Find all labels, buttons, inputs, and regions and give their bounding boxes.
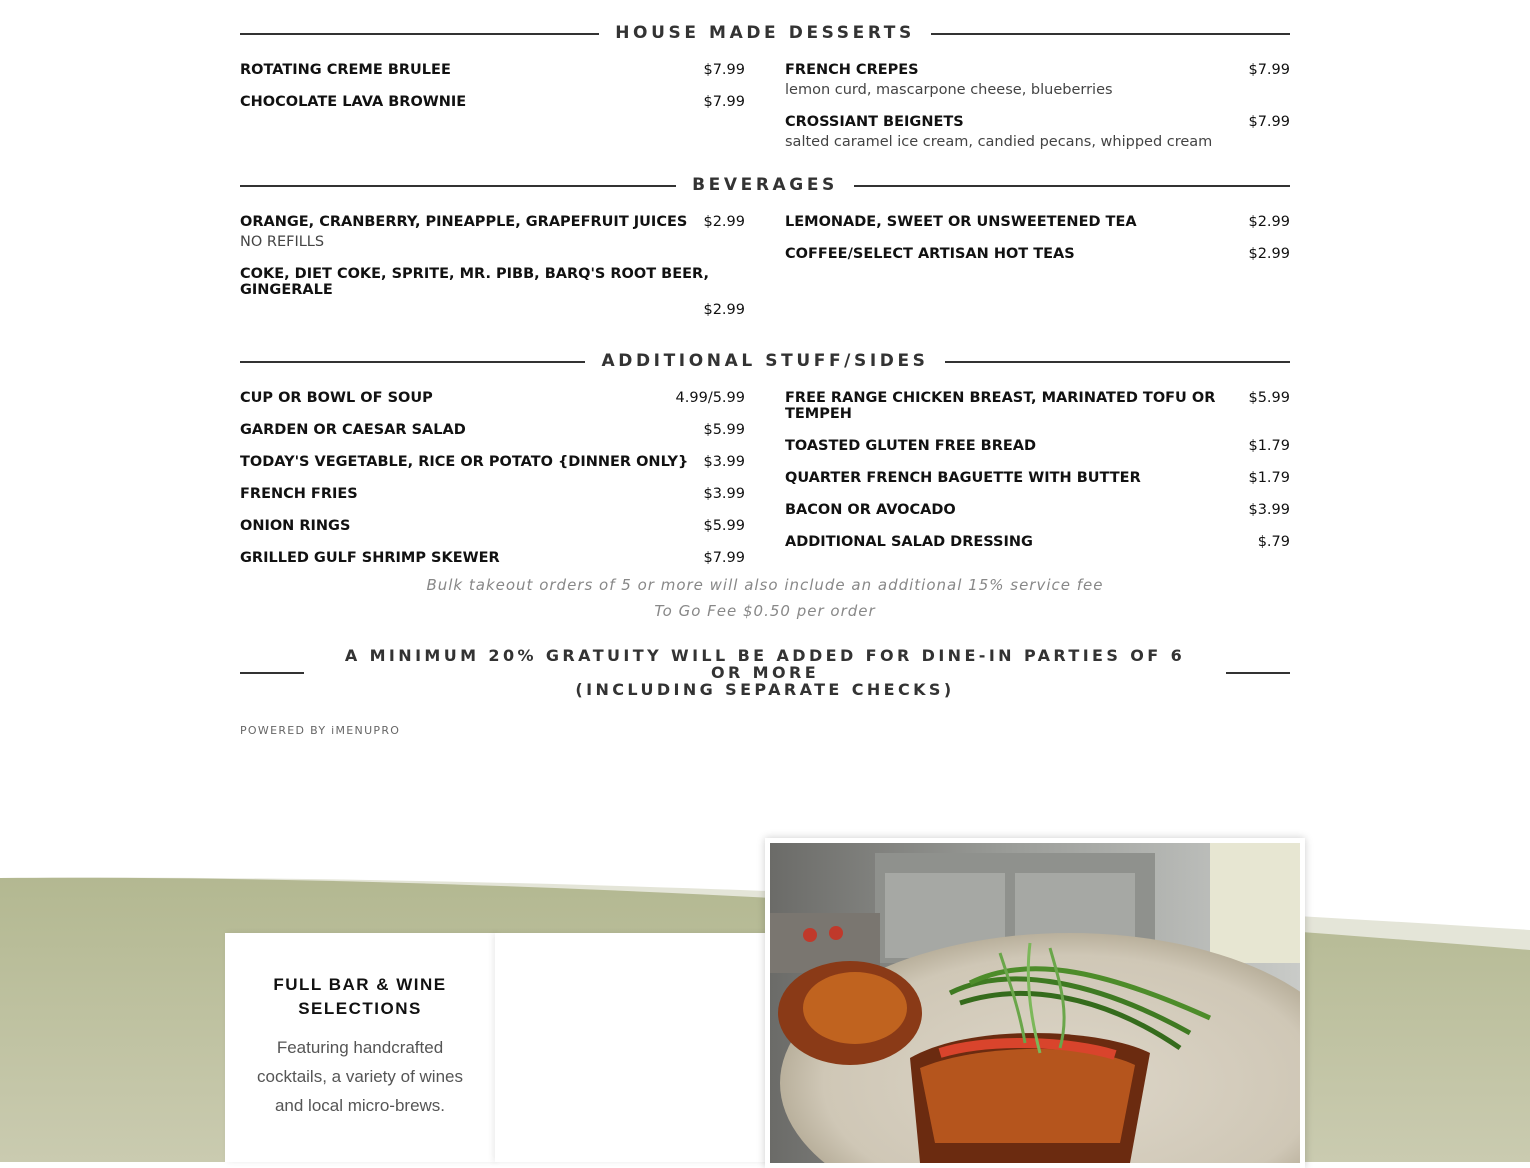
item-price: $5.99 [703,422,745,438]
item-price: $5.99 [1248,390,1290,406]
menu-item [240,266,745,318]
item-name: ADDITIONAL SALAD DRESSING [785,534,1033,550]
item-name: CROSSIANT BEIGNETS [785,114,964,130]
menu-column-left [240,62,745,166]
menu-item [785,246,1290,262]
menu-column-right [785,62,1290,166]
menu-item [785,214,1290,230]
food-photo [770,843,1300,1163]
menu-item [785,62,1290,98]
menu-item [240,94,745,110]
togo-fee-note: To Go Fee $0.50 per order [654,602,876,620]
gratuity-notice [240,645,1290,699]
food-photo-frame [765,838,1305,1168]
section-title: ADDITIONAL STUFF/SIDES [585,351,944,371]
feature-card-title: FULL BAR & WINE SELECTIONS [273,975,447,1018]
bulk-order-note: Bulk takeout orders of 5 or more will also include an additional 15% service fee [426,576,1104,594]
item-price: $7.99 [1248,114,1290,130]
item-name: ORANGE, CRANBERRY, PINEAPPLE, GRAPEFRUIT JUICES [240,214,688,230]
item-price: $2.99 [1248,246,1290,262]
section-header-sides [240,344,1290,378]
menu-column-left [240,390,745,572]
item-price: $3.99 [1248,502,1290,518]
item-name: COKE, DIET COKE, SPRITE, MR. PIBB, BARQ'S ROOT BEER, GINGERALE [240,266,709,298]
item-name: TOASTED GLUTEN FREE BREAD [785,438,1037,454]
menu-item [785,502,1290,518]
item-name: FRENCH CREPES [785,62,919,78]
menu-column-left [240,214,745,334]
item-name: GARDEN OR CAESAR SALAD [240,422,466,438]
item-price: $.79 [1257,534,1290,550]
menu-item [240,214,745,250]
powered-by-link[interactable] [240,724,1290,737]
section-items-beverages [240,214,1290,334]
powered-by-prefix: POWERED BY [240,724,327,737]
menu-item [240,486,745,502]
item-name: ONION RINGS [240,518,351,534]
menu-column-right [785,390,1290,572]
item-price: $7.99 [703,94,745,110]
item-name: QUARTER FRENCH BAGUETTE WITH BUTTER [785,470,1141,486]
feature-card-description: Featuring handcrafted cocktails, a variety of wines and local micro-brews. [257,1038,463,1115]
item-price: $7.99 [703,62,745,78]
gratuity-text [325,647,1205,698]
item-price: $2.99 [703,214,745,230]
item-price: $5.99 [703,518,745,534]
item-name: COFFEE/SELECT ARTISAN HOT TEAS [785,246,1075,262]
section-title: HOUSE MADE DESSERTS [599,23,931,43]
gratuity-line-1: A MINIMUM 20% GRATUITY WILL BE ADDED FOR DINE-IN PARTIES OF 6 OR MORE [344,645,1186,682]
menu-item [240,62,745,78]
item-price: $1.79 [1248,438,1290,454]
item-price: $3.99 [703,454,745,470]
menu-item [785,114,1290,150]
item-name: BACON OR AVOCADO [785,502,956,518]
section-header-desserts [240,16,1290,50]
item-name: CHOCOLATE LAVA BROWNIE [240,94,467,110]
item-price: $7.99 [1248,62,1290,78]
item-name: CUP OR BOWL OF SOUP [240,390,433,406]
item-name: ROTATING CREME BRULEE [240,62,451,78]
menu-container [240,0,1290,737]
item-description: lemon curd, mascarpone cheese, blueberries [785,82,1113,98]
menu-column-right [785,214,1290,334]
feature-card-empty [495,933,785,1162]
item-name: TODAY'S VEGETABLE, RICE OR POTATO {DINNER ONLY} [240,454,689,470]
item-name: FREE RANGE CHICKEN BREAST, MARINATED TOFU OR TEMPEH [785,390,1216,422]
menu-item [785,470,1290,486]
menu-item [785,438,1290,454]
menu-item [785,534,1290,550]
gratuity-line-2: (INCLUDING SEPARATE CHECKS) [575,679,955,699]
gratuity-divider-right [1226,672,1290,674]
menu-item [240,550,745,566]
menu-item [240,518,745,534]
section-items-sides [240,390,1290,572]
section-title: BEVERAGES [676,175,854,195]
item-name: GRILLED GULF SHRIMP SKEWER [240,550,500,566]
powered-by-brand: iMENUPRO [331,724,401,737]
menu-item [240,454,745,470]
item-price: $1.79 [1248,470,1290,486]
item-name: LEMONADE, SWEET OR UNSWEETENED TEA [785,214,1137,230]
gratuity-divider-left [240,672,304,674]
menu-item [785,390,1290,422]
section-items-desserts [240,62,1290,166]
item-name: FRENCH FRIES [240,486,358,502]
item-price: $2.99 [1248,214,1290,230]
item-description: NO REFILLS [240,234,325,250]
item-description: salted caramel ice cream, candied pecans, whipped cream [785,134,1213,150]
menu-item [240,422,745,438]
item-price: $7.99 [703,550,745,566]
menu-item [240,390,745,406]
item-price: 4.99/5.99 [675,390,745,406]
section-header-beverages [240,168,1290,202]
feature-card-bar [225,933,495,1162]
item-price: $3.99 [703,486,745,502]
item-price: $2.99 [703,302,745,318]
